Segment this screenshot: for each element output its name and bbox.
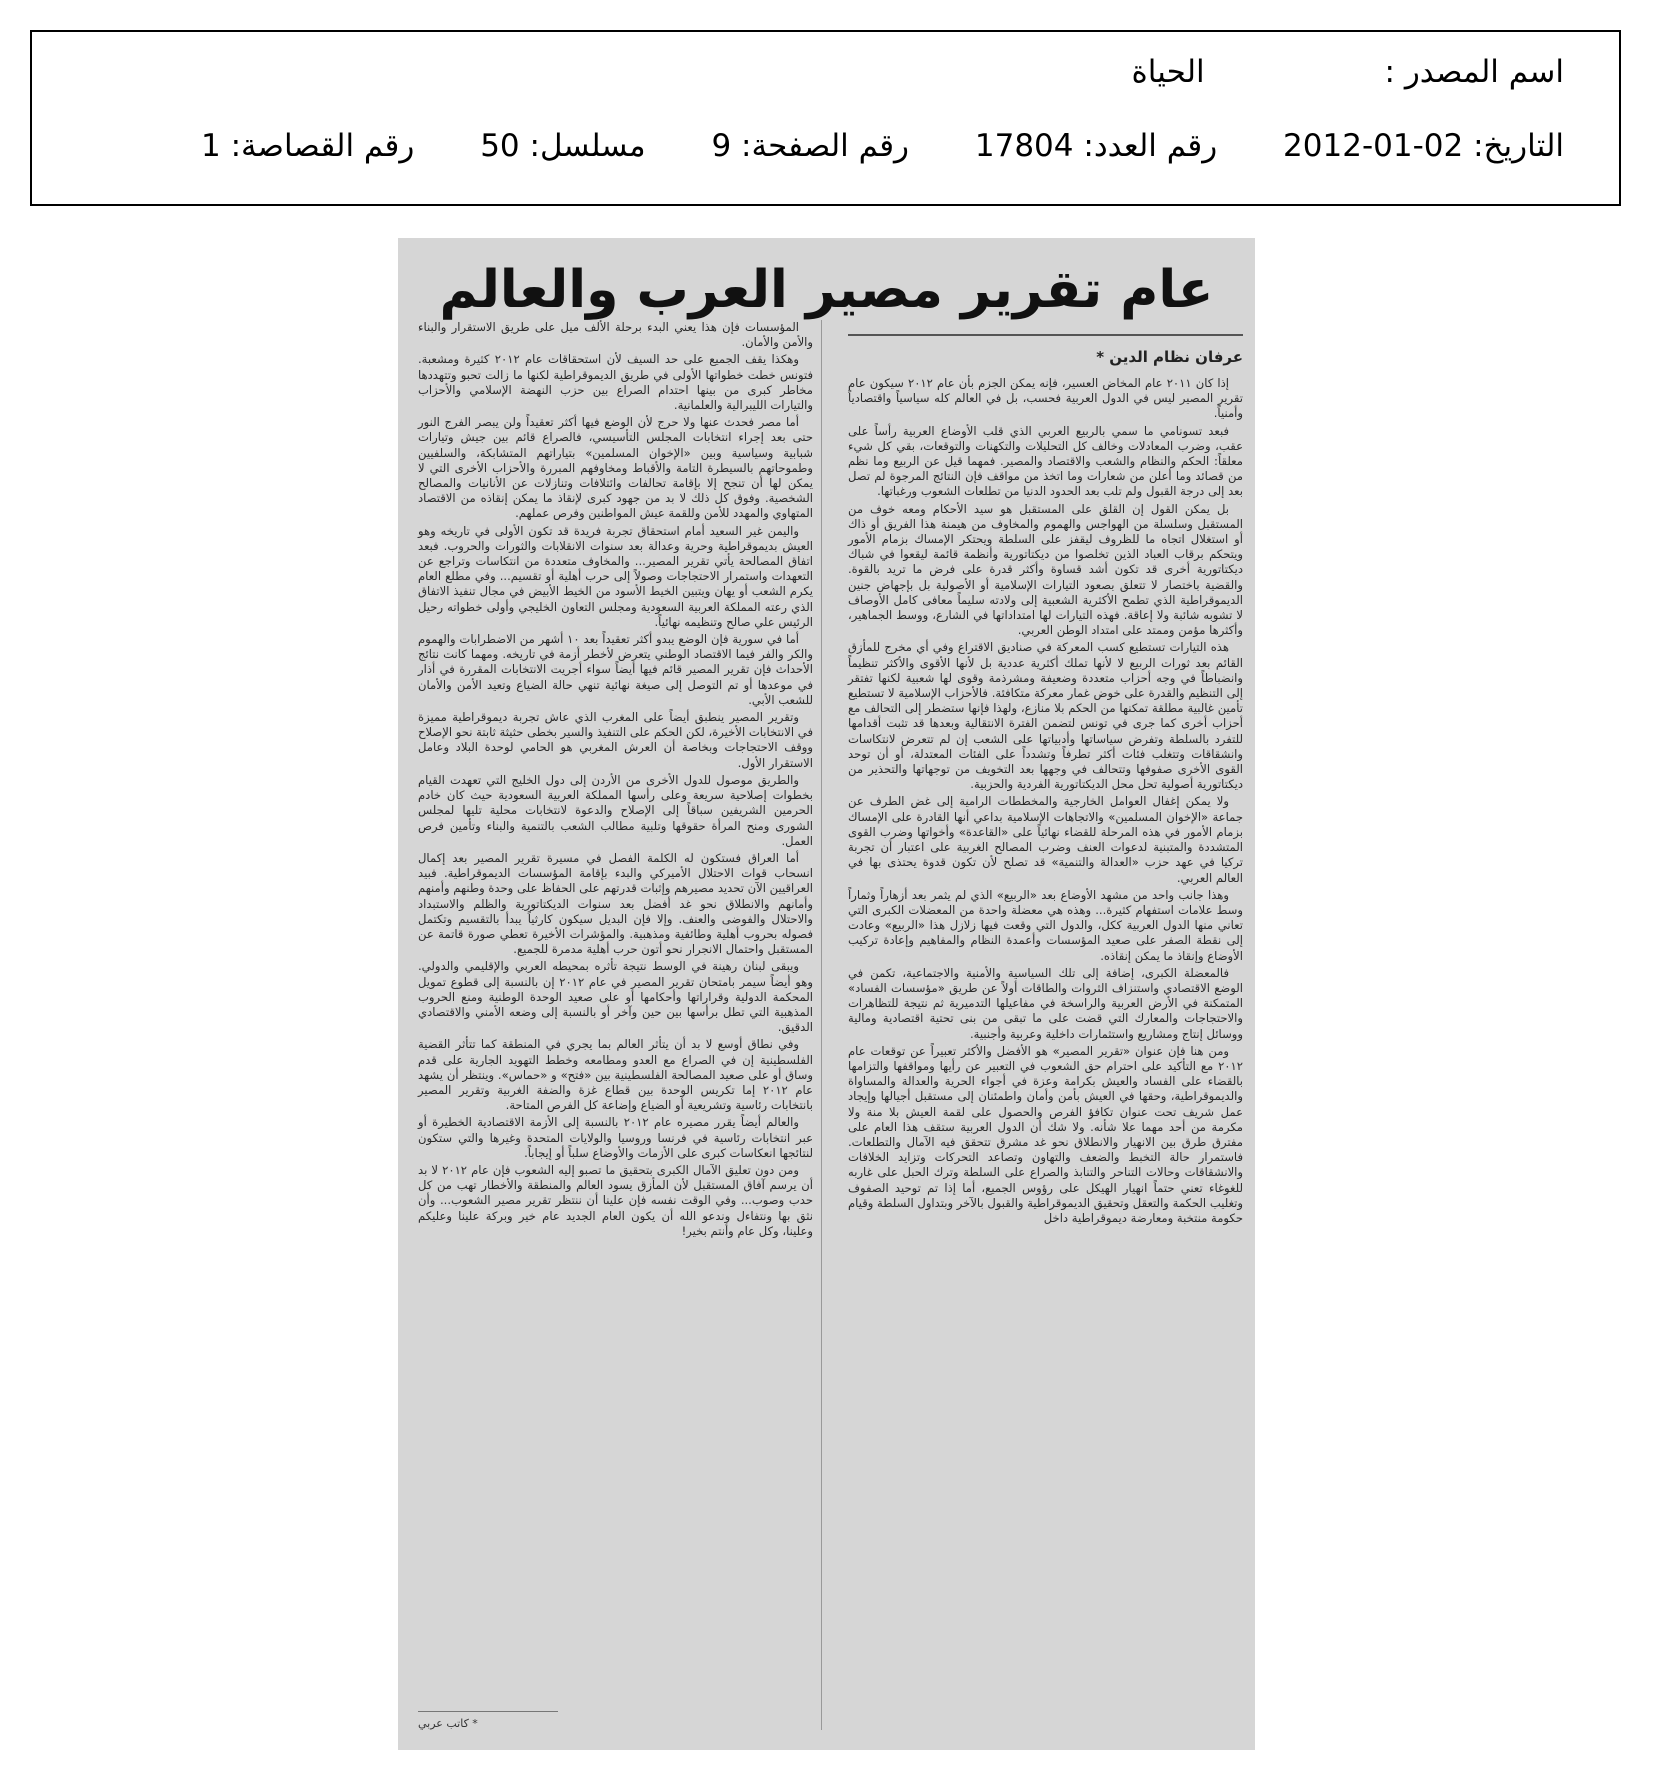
paragraph: أما العراق فستكون له الكلمة الفصل في مسيرة تقرير المصير بعد إكمال انسحاب قوات الاحتلال الأميركي والبدء بإقامة المؤسسات الديموقراطية. فبيد العراقيين الآن تحديد مصيرهم وإثبات قدرتهم على الحفاظ على وحدة وطنهم وأمنهم وأمانهم والانطلاق نحو غد أفضل بعد سنوات الديكتاتورية والظلم والاستبداد والاحتلال والفوضى والعنف. وإلا فإن البديل سيكون كارثياً يبدأ بالتقسيم وتكتمل فصوله بحروب أهلية وطائفية ومذهبية. والمؤشرات الأخيرة تعطي صورة قاتمة عن المستقبل واحتمال الانجرار نحو أتون حرب أهلية مدمرة للجميع. [418, 850, 813, 957]
author-note-rule [418, 1711, 558, 1712]
clip-number-field: رقم القصاصة: 1 [201, 128, 415, 164]
paragraph: فالمعضلة الكبرى، إضافة إلى تلك السياسية والأمنية والاجتماعية، تكمن في الوضع الاقتصادي واستنزاف الثروات والطاقات أولاً عن طريق «مؤسسات الفساد» المتمكنة في الأرض العربية والراسخة في مفاعيلها التدميرية ثم نتيجة للتظاهرات والاحتجاجات والمعارك التي قضت على ما تبقى من بنى تحتية اقتصادية ومالية ووسائل إنتاج ومشاريع واستثمارات داخلية وعربية وأجنبية. [848, 965, 1243, 1041]
paragraph: وتقرير المصير ينطبق أيضاً على المغرب الذي عاش تجربة ديموقراطية مميزة في الانتخابات الأخيرة، لكن الحكم على التنفيذ والسير بخطى حثيثة ثابتة نحو الإصلاح ووقف الاحتجاجات وبخاصة أن العرش المغربي هو الحامي لوحدة البلاد وعامل الاستقرار الأول. [418, 710, 813, 770]
newspaper-clipping [398, 238, 1255, 1750]
paragraph: هذه التيارات تستطيع كسب المعركة في صناديق الاقتراع وفي أي مخرج للمأزق القائم بعد ثورات الربيع لا لأنها تملك أكثرية عددية بل لأنها الأقوى والأكثر تنظيماً وانضباطاً في وجه أحزاب متعددة وضعيفة ومشرذمة وقوى لها شعبية لكنها تفتقر إلى التنظيم والقدرة على خوض غمار معركة متكافئة. فالأحزاب الإسلامية لا تستطيع تأمين غالبية مطلقة تمكنها من الحكم بلا منازع، ولهذا فإنها ستضطر إلى التحالف مع أحزاب أخرى كما جرى في تونس لتضمن الفترة الانتقالية وبعدها قد تثبت أقدامها للتفرد بالسلطة وتفرض سياساتها وأدبياتها على الشعب إن لم تتعرض لانتكاسات وانشقاقات وتتغلب فئات أكثر تطرفاً وتشدداً على الفئات المعتدلة، أو أن توحد القوى الأخرى صفوفها وتتحالف في وجهها بعد التخويف من توجهاتها والتحذير من ديكتاتورية أصولية تحل محل الديكتاتورية الفردية والحزبية. [848, 640, 1243, 792]
paragraph: فبعد تسونامي ما سمي بالربيع العربي الذي قلب الأوضاع العربية رأساً على عقب، وضرب المعادلات وخالف كل التحليلات والتكهنات والتوقعات، بقي كل شيء معلقاً: الحكم والنظام والشعب والاقتصاد والمصير. فمهما قيل عن الربيع وما نظم من قصائد وما أعلن من شعارات وما اتخذ من مواقف فإن النتائج المرجوة لم تصل بعد إلى درجة القبول ولم تلب بعد الحدود الدنيا من تطلعات الشعوب ورغباتها. [848, 423, 1243, 499]
details-row [201, 128, 1564, 164]
byline-rule [848, 334, 1243, 336]
paragraph: إذا كان ٢٠١١ عام المخاض العسير، فإنه يمكن الجزم بأن عام ٢٠١٢ سيكون عام تقرير المصير ليس في الدول العربية فحسب، بل في العالم كله سياسياً واقتصادياً وأمنياً. [848, 376, 1243, 421]
article-byline: عرفان نظام الدين * [1096, 348, 1243, 366]
issue-number-field: رقم العدد: 17804 [974, 128, 1218, 164]
paragraph: والعالم أيضاً يقرر مصيره عام ٢٠١٢ بالنسبة إلى الأزمة الاقتصادية الخطيرة أو عبر انتخابات رئاسية في فرنسا وروسيا والولايات المتحدة وغيرها والتي ستكون لنتائجها انعكاسات كبرى على الأزمات والأوضاع سلباً أو إيجاباً. [418, 1115, 813, 1160]
date-field: التاريخ: 02-01-2012 [1283, 128, 1564, 164]
page-number-field: رقم الصفحة: 9 [711, 128, 910, 164]
author-note: * كاتب عربي [418, 1717, 478, 1730]
paragraph: المؤسسات فإن هذا يعني البدء برحلة الألف ميل على طريق الاستقرار والبناء والأمن والأمان. [418, 320, 813, 350]
paragraph: واليمن غير السعيد أمام استحقاق تجربة فريدة قد تكون الأولى في تاريخه وهو العيش بديموقراطية وحرية وعدالة بعد سنوات الانقلابات والثورات والحروب. فبعد اتفاق المصالحة يأتي تقرير المصير... والمخاوف متعددة من انتكاسات وتراجع عن التعهدات واستمرار الاحتجاجات وصولاً إلى حرب أهلية أو تقسيم... وفي مطلع العام يكرم الشعب أو يهان ويتبين الخيط الأسود من الخيط الأبيض في مجال تنفيذ الاتفاق الذي رعته المملكة العربية السعودية ومجلس التعاون الخليجي وأولى خطواته رحيل الرئيس علي صالح وتنظيمه نهائياً. [418, 523, 813, 629]
article-headline: عام تقرير مصير العرب والعالم [439, 260, 1214, 320]
clipping-metadata-box [30, 30, 1621, 206]
article-column-left [418, 320, 813, 1730]
paragraph: ويبقى لبنان رهينة في الوسط نتيجة تأثره بمحيطه العربي والإقليمي والدولي. وهو أيضاً سيمر بامتحان تقرير المصير في عام ٢٠١٢ إن بالنسبة إلى قطوع تمويل المحكمة الدولية وقراراتها وأحكامها أو على صعيد الوحدة الوطنية ومنع الحروب المذهبية التي تطل برأسها بين حين وآخر أو بالنسبة إلى وضعه الأمني والاقتصادي الدقيق. [418, 959, 813, 1035]
paragraph: ومن هنا فإن عنوان «تقرير المصير» هو الأفضل والأكثر تعبيراً عن توقعات عام ٢٠١٢ مع التأكيد على احترام حق الشعوب في التعبير عن رأيها ومواقفها والتزامها بالقضاء على الفساد والعيش بكرامة وعزة في أجواء الحرية والعدالة والمساواة والديموقراطية، وحقها في العيش بأمن وأمان واطمئنان إلى مستقبل أجيالها وإيجاد عمل شريف تحت عنوان تكافؤ الفرص والحصول على لقمة العيش بلا منة ولا مكرمة من أحد مهما علا شأنه. ولا شك أن الدول العربية ستقف هذا العام على مفترق طرق بين الانهيار والانطلاق نحو غد مشرق تتحقق فيه الآمال والتطلعات. فاستمرار حالة التخبط والضعف والتهاون وتصاعد التحركات وتزايد الخلافات والانشقاقات وحالات التناحر والتنابذ والصراع على السلطة وترك الحبل على غاربه للغوغاء تعني حتماً انهيار الهيكل على رؤوس الجميع، أما إذا تم توحيد الصفوف وتغليب الحكمة والتعقل وتحقيق الديموقراطية والقبول بالآخر وبتداول السلطة وقيام حكومة منتخبة ومعارضة ديموقراطية داخل [848, 1043, 1243, 1225]
paragraph: بل يمكن القول إن القلق على المستقبل هو سيد الأحكام ومعه خوف من المستقبل وسلسلة من الهواجس والهموم والمخاوف من هيمنة هذا الفريق أو ذاك أو استغلال اتجاه ما للظروف ليقفز على السلطة ويحتكر الإمساك بزمام الأمور ويتحكم برقاب العباد الذين تخلصوا من ديكتاتورية وأنظمة قائمة ليقعوا في شباك ديكتاتورية أخرى قد تكون أشد قساوة وأكثر قدرة على فرض ما تريد بالقوة. والقضية باختصار لا تتعلق بصعود التيارات الإسلامية أو الأصولية بل بإجهاض جنين الديموقراطية الذي تطمح الأكثرية الشعبية إلى ولادته سليماً معافى كامل الأوصاف لا تشوبه شائبة ولا إعاقة. فهذه التيارات لها امتداداتها في الشارع، ووسط الجماهير، وأكثرها مؤمن وممتد على امتداد الوطن العربي. [848, 501, 1243, 638]
source-row [1132, 54, 1564, 90]
source-value: الحياة [1131, 54, 1205, 90]
paragraph: والطريق موصول للدول الأخرى من الأردن إلى دول الخليج التي تعهدت القيام بخطوات إصلاحية سريعة وعلى رأسها المملكة العربية السعودية حيث كان خادم الحرمين الشريفين سباقاً إلى الإصلاح والدعوة لانتخابات محلية تليها لمجلس الشورى ومنح المرأة حقوقها وتلبية مطالب الشعب بالتنمية والبناء وتأمين فرص العمل. [418, 772, 813, 848]
paragraph: أما مصر فحدث عنها ولا حرج لأن الوضع فيها أكثر تعقيداً ولن يبصر الفرج النور حتى بعد إجراء انتخابات المجلس التأسيسي، فالصراع قائم بين جيش وتيارات شبابية وسياسية وبين «الإخوان المسلمين» بتياراتهم المتشابكة، والسلفيين وطموحاتهم بالسيطرة التامة والأقباط ومخاوفهم المبررة والأحزاب الأخرى التي لا يمكن لها أن تنجح إلا بإقامة تحالفات وائتلافات وتنازلات عن الأنانيات والمصالح الشخصية. وفوق كل ذلك لا بد من جهود كبرى لإنقاذ ما يمكن إنقاذه من الاقتصاد المتهاوي والمهدد للأمن وللقمة عيش المواطنين وفرص عملهم. [418, 415, 813, 521]
paragraph: وفي نطاق أوسع لا بد أن يتأثر العالم بما يجري في المنطقة كما تتأثر القضية الفلسطينية إن في الصراع مع العدو ومطامعه وخطط التهويد الجارية على قدم وساق أو على صعيد المصالحة الفلسطينية بين «فتح» و «حماس». وينتظر أن يشهد عام ٢٠١٢ إما تكريس الوحدة بين قطاع غزة والضفة الغربية وتقرير المصير بانتخابات رئاسية وتشريعية أو الضياع وإضاعة كل الفرص المتاحة. [418, 1037, 813, 1113]
paragraph: ومن دون تعليق الآمال الكبرى بتحقيق ما تصبو إليه الشعوب فإن عام ٢٠١٢ لا بد أن يرسم آفاق المستقبل لأن المأزق يسود العالم والمنطقة والأخطار تهب من كل حدب وصوب... وفي الوقت نفسه فإن علينا أن ننتظر تقرير مصير الشعوب... وأن نثق بها ونتفاءل وندعو الله أن يكون العام الجديد عام خير وبركة علينا وعليكم وعلينا، وكل عام وأنتم بخير! [418, 1162, 813, 1238]
paragraph: ولا يمكن إغفال العوامل الخارجية والمخططات الرامية إلى غض الطرف عن جماعة «الإخوان المسلمين» والاتجاهات الإسلامية بداعي أنها القادرة على الإمساك بزمام الأمور في هذه المرحلة للقضاء نهائياً على «القاعدة» وأخواتها وضرب القوى المتشددة والمتبنية لدعوات العنف وضرب المصالح الغربية على اعتبار أن تجربة تركيا في عهد حزب «العدالة والتنمية» قد تصلح لأن تكون قدوة يحتذى بها في العالم العربي. [848, 794, 1243, 885]
column-divider [821, 320, 822, 1730]
article-column-right [848, 320, 1243, 1730]
paragraph: وهكذا يقف الجميع على حد السيف لأن استحقاقات عام ٢٠١٢ كثيرة ومشعبة. فتونس خطت خطواتها الأولى في طريق الديموقراطية لكنها ما زالت تحبو وتتهددها مخاطر كبرى من بينها احتدام الصراع بين حزب النهضة الإسلامي والأحزاب والتيارات الليبرالية والعلمانية. [418, 352, 813, 413]
paragraph: وهذا جانب واحد من مشهد الأوضاع بعد «الربيع» الذي لم يثمر بعد أزهاراً وثماراً وسط علامات استفهام كثيرة... وهذه هي معضلة واحدة من المعضلات الكبرى التي تعاني منها الدول العربية ككل، والدول التي وقعت فيها زلازل هذا «الربيع» وعادت إلى نقطة الصفر على صعيد المؤسسات وأعمدة النظام والمفاهيم وإعادة تركيب الأوضاع وإنقاذ ما يمكن إنقاذه. [848, 887, 1243, 963]
source-label: اسم المصدر : [1384, 54, 1564, 90]
serial-field: مسلسل: 50 [480, 128, 646, 164]
paragraph: أما في سورية فإن الوضع يبدو أكثر تعقيداً بعد ١٠ أشهر من الاضطرابات والهموم والكر والفر فيما الاقتصاد الوطني يتعرض لأخطر أزمة في تاريخه. ومهما كانت نتائج الأحداث فإن تقرير المصير قائم فيها أيضاً سواء أجريت الانتخابات المقررة في أذار في موعدها أو تم التوصل إلى صيغة نهائية تنهي حالة الضياع وتعيد الأمن والأمان للشعب الأبي. [418, 632, 813, 707]
